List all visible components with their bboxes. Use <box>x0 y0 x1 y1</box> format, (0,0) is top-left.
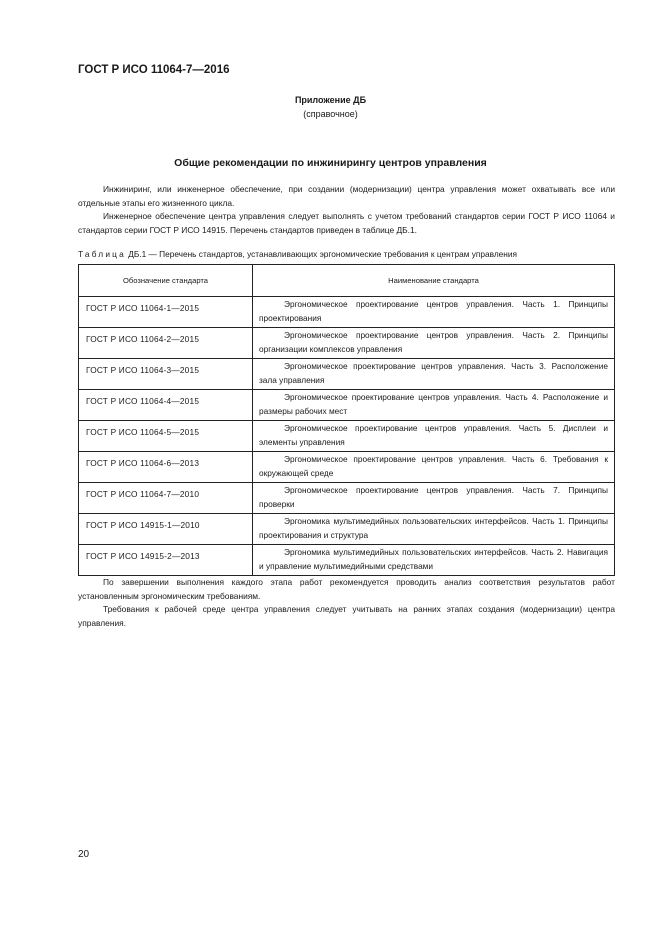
standard-name: Эргономическое проектирование центров управления. Часть 4. Расположение и размеры рабочих мест <box>259 392 608 416</box>
paragraph-intro: Инжиниринг, или инженерное обеспечение, при создании (модернизации) центра управления может охватывать все или отдельные этапы его жизненного цикла. <box>78 184 615 208</box>
standard-name: Эргономическое проектирование центров управления. Часть 1. Принципы проектирования <box>259 299 608 323</box>
standard-name: Эргономическое проектирование центров управления. Часть 5. Дисплеи и элементы управления <box>259 423 608 447</box>
table-header-row <box>79 265 615 297</box>
paragraph-analysis: По завершении выполнения каждого этапа работ рекомендуется проводить анализ соответствия результатов работ установленным эргономическим требованиям. <box>78 577 615 601</box>
standard-name: Эргономика мультимедийных пользовательских интерфейсов. Часть 1. Принципы проектирования и структура <box>259 516 608 540</box>
table-row <box>79 359 615 390</box>
standard-name: Эргономическое проектирование центров управления. Часть 7. Принципы проверки <box>259 485 608 509</box>
standard-code: ГОСТ Р ИСО 14915-2—2013 <box>79 545 253 576</box>
standard-name: Эргономическое проектирование центров управления. Часть 6. Требования к окружающей среде <box>259 454 608 478</box>
standard-code: ГОСТ Р ИСО 11064-4—2015 <box>79 390 253 421</box>
standard-name: Эргономика мультимедийных пользовательских интерфейсов. Часть 2. Навигация и управление мультимедийными средствами <box>259 547 608 571</box>
standard-code: ГОСТ Р ИСО 11064-1—2015 <box>79 297 253 328</box>
table-caption-text: ДБ.1 — Перечень стандартов, устанавливающих эргономические требования к центрам управления <box>125 249 518 259</box>
table-row <box>79 514 615 545</box>
standard-code: ГОСТ Р ИСО 11064-3—2015 <box>79 359 253 390</box>
standard-code: ГОСТ Р ИСО 11064-6—2013 <box>79 452 253 483</box>
standard-code: ГОСТ Р ИСО 11064-7—2010 <box>79 483 253 514</box>
standard-name: Эргономическое проектирование центров управления. Часть 2. Принципы организации комплексов управления <box>259 330 608 354</box>
table-caption <box>78 249 517 259</box>
table-row <box>79 483 615 514</box>
table-row <box>79 421 615 452</box>
standard-name: Эргономическое проектирование центров управления. Часть 3. Расположение зала управления <box>259 361 608 385</box>
column-header-code: Обозначение стандарта <box>79 265 253 297</box>
table-row <box>79 545 615 576</box>
table-caption-label: Таблица <box>78 249 126 259</box>
document-code-header: ГОСТ Р ИСО 11064-7—2016 <box>78 64 230 76</box>
appendix-title: Приложение ДБ <box>294 95 367 105</box>
page-number: 20 <box>78 849 90 860</box>
paragraph-environment: Требования к рабочей среде центра управления следует учитывать на ранних этапах создания (модернизации) центра управления. <box>78 604 615 628</box>
standard-code: ГОСТ Р ИСО 11064-2—2015 <box>79 328 253 359</box>
column-header-name: Наименование стандарта <box>253 265 615 297</box>
standards-table <box>78 264 615 576</box>
appendix-subtitle: (справочное) <box>303 109 358 119</box>
section-title: Общие рекомендации по инжинирингу центров управления <box>174 157 487 169</box>
table-row <box>79 452 615 483</box>
table-row <box>79 390 615 421</box>
standard-code: ГОСТ Р ИСО 11064-5—2015 <box>79 421 253 452</box>
standard-code: ГОСТ Р ИСО 14915-1—2010 <box>79 514 253 545</box>
paragraph-standards: Инженерное обеспечение центра управления следует выполнять с учетом требований стандартов серии ГОСТ Р ИСО 11064 и стандартов серии ГОСТ Р ИСО 14915. Перечень стандартов приведен в таблице ДБ.1. <box>78 211 615 235</box>
table-row <box>79 297 615 328</box>
table-row <box>79 328 615 359</box>
